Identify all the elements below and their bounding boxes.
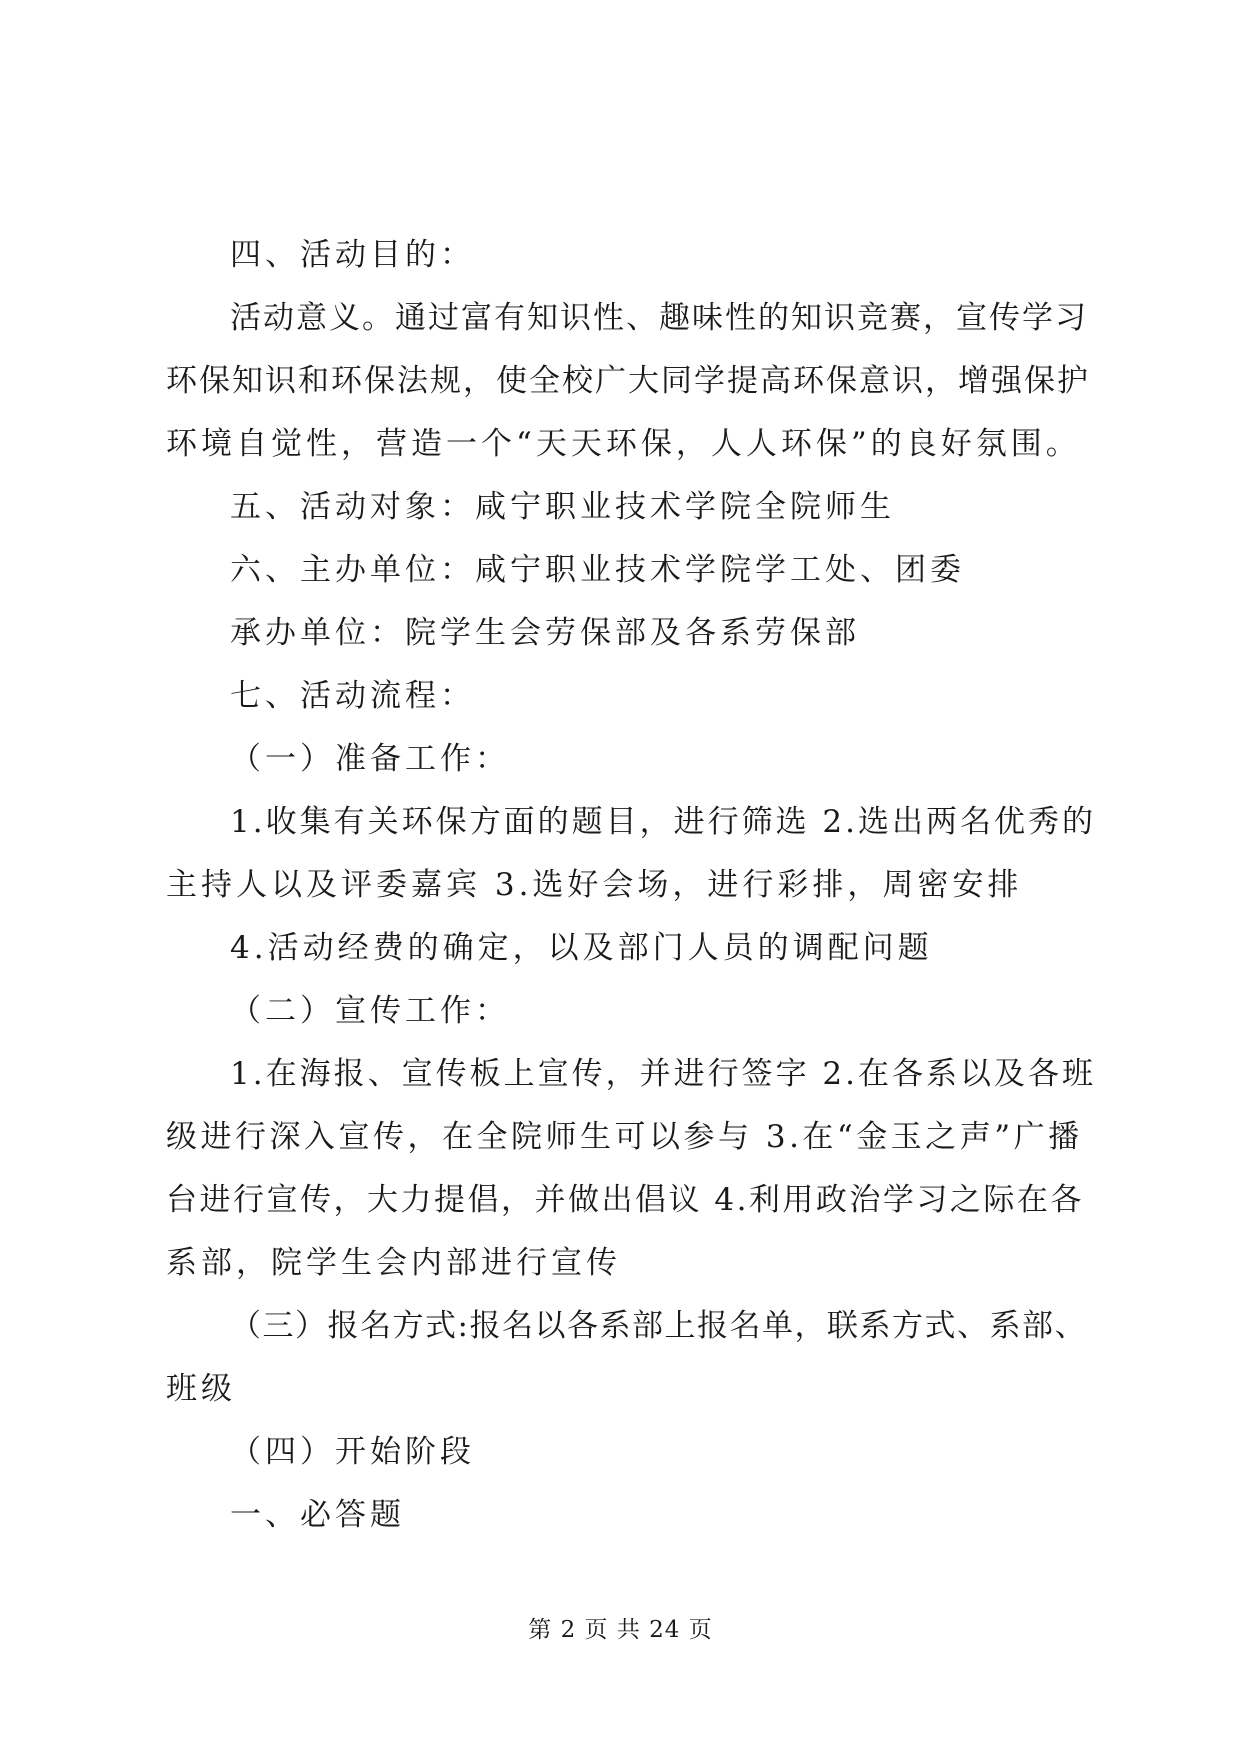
paragraph-line: （二）宣传工作： (230, 993, 510, 1029)
page-number-footer: 第 2 页 共 24 页 (528, 1617, 713, 1643)
paragraph-line: 班级 (166, 1371, 236, 1407)
paragraph-line: 一、必答题 (230, 1497, 405, 1533)
paragraph-line: 五、活动对象：咸宁职业技术学院全院师生 (230, 489, 895, 525)
paragraph-line: （一）准备工作： (230, 741, 510, 777)
paragraph-line: 环保知识和环保法规，使全校广大同学提高环保意识，增强保护 (166, 363, 1090, 399)
paragraph-line: 1.在海报、宣传板上宣传，并进行签字 2.在各系以及各班 (230, 1056, 1097, 1092)
paragraph-line: 级进行深入宣传，在全院师生可以参与 3.在“金玉之声”广播 (166, 1119, 1083, 1155)
paragraph-line: （三）报名方式:报名以各系部上报名单，联系方式、系部、 (230, 1308, 1087, 1344)
paragraph-line: 四、活动目的： (230, 237, 475, 273)
paragraph-line: （四）开始阶段 (230, 1434, 475, 1470)
paragraph-line: 七、活动流程： (230, 678, 475, 714)
paragraph-line: 4.活动经费的确定，以及部门人员的调配问题 (230, 930, 933, 966)
paragraph-line: 六、主办单位：咸宁职业技术学院学工处、团委 (230, 552, 965, 588)
paragraph-line: 活动意义。通过富有知识性、趣味性的知识竞赛，宣传学习 (230, 300, 1088, 336)
paragraph-line: 环境自觉性，营造一个“天天环保，人人环保”的良好氛围。 (166, 426, 1081, 462)
paragraph-line: 1.收集有关环保方面的题目，进行筛选 2.选出两名优秀的 (230, 804, 1097, 840)
document-body (166, 224, 1096, 1547)
paragraph-line: 台进行宣传，大力提倡，并做出倡议 4.利用政治学习之际在各 (166, 1182, 1084, 1218)
paragraph-line: 主持人以及评委嘉宾 3.选好会场，进行彩排，周密安排 (166, 867, 1023, 903)
paragraph-line: 承办单位：院学生会劳保部及各系劳保部 (230, 615, 860, 651)
paragraph-line: 系部，院学生会内部进行宣传 (166, 1245, 621, 1281)
